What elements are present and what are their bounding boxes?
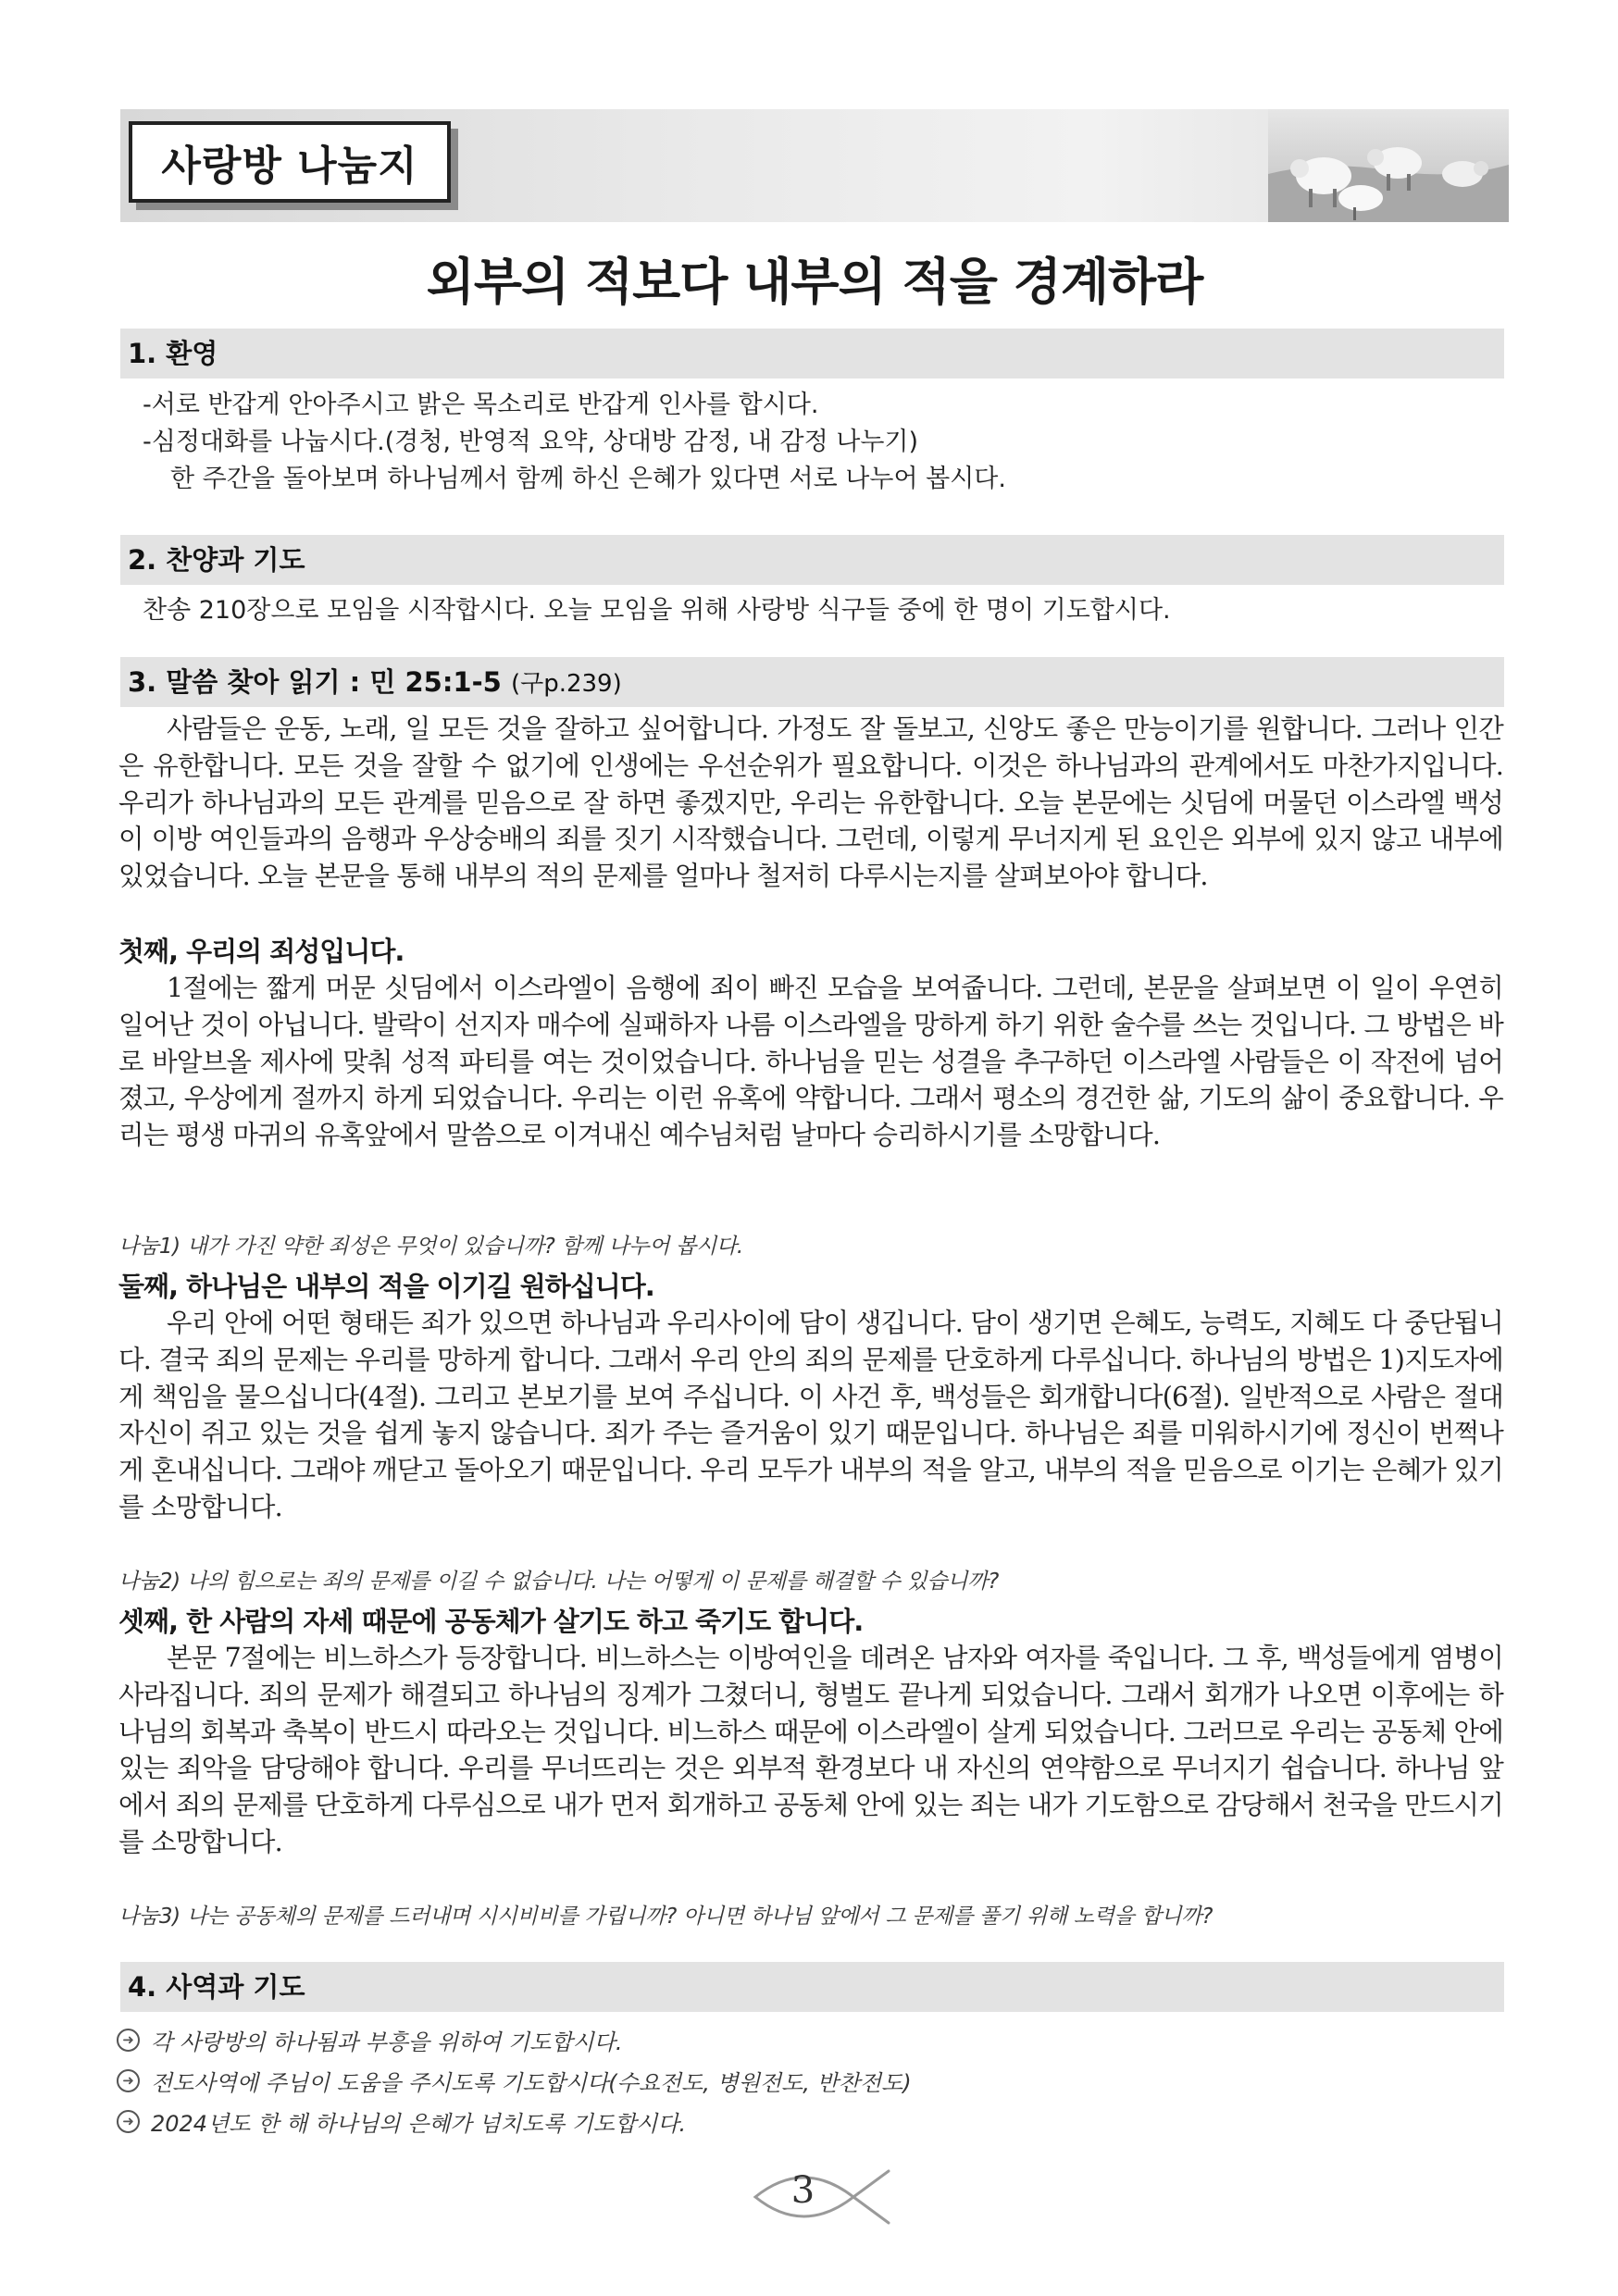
section-welcome-title: 1. 환영 bbox=[128, 338, 218, 369]
welcome-line-1: -서로 반갑게 안아주시고 밝은 목소리로 반갑게 인사를 합시다. bbox=[143, 391, 819, 419]
point3-title: 셋째, 한 사람의 자세 때문에 공동체가 살기도 하고 죽기도 합니다. bbox=[118, 1606, 864, 1637]
section-ministry-title: 4. 사역과 기도 bbox=[128, 1971, 305, 2003]
point1-title: 첫째, 우리의 죄성입니다. bbox=[118, 936, 404, 967]
page-title: 외부의 적보다 내부의 적을 경계하라 bbox=[426, 253, 1203, 311]
header-label: 사랑방 나눔지 bbox=[161, 143, 418, 190]
point2-paragraph: 우리 안에 어떤 형태든 죄가 있으면 하나님과 우리사이에 담이 생깁니다. 담이 생기면 은혜도, 능력도, 지혜도 다 중단됩니다. 결국 죄의 문제는 우리를 망하게 합니다. 그래서 우리 안의 죄의 문제를 단호하게 다루십니다. 하나님의 방법은 1)지도자에게 책임을 물으십니다(4절). 그리고 본보기를 보여 주십니다. 이 사건 후, 백성들은 회개합니다(6절). 일반적으로 사람은 절대 자신이 쥐고 있는 것을 쉽게 놓지 않습니다. 죄가 주는 즐거움이 있기 때문입니다. 하나님은 죄를 미워하시기에 정신이 번쩍나게 혼내십니다. 그래야 깨닫고 돌아오기 때문입니다. 우리 모두가 내부의 적을 알고, 내부의 적을 믿음으로 이기는 은혜가 있기를 소망합니다. bbox=[118, 1308, 1503, 1522]
section-welcome-heading bbox=[120, 329, 1504, 379]
welcome-line-3: 한 주간을 돌아보며 하나님께서 함께 하신 은혜가 있다면 서로 나누어 봅시다. bbox=[170, 465, 1006, 493]
arrow-circle-icon: ➜ bbox=[117, 2069, 140, 2092]
welcome-line-2: -심정대화를 나눕시다.(경청, 반영적 요약, 상대방 감정, 내 감정 나누기) bbox=[143, 428, 919, 456]
point2-discussion-note: 나눔2) 나의 힘으로는 죄의 문제를 이길 수 없습니다. 나는 어떻게 이 문제를 해결할 수 있습니까? bbox=[118, 1570, 1000, 1594]
point2-title: 둘째, 하나님은 내부의 적을 이기길 원하십니다. bbox=[118, 1271, 654, 1302]
section-word-ref: (구p.239) bbox=[510, 670, 622, 698]
point3-discussion-note: 나눔3) 나는 공동체의 문제를 드러내며 시시비비를 가립니까? 아니면 하나님 앞에서 그 문제를 풀기 위해 노력을 합니까? bbox=[118, 1905, 1214, 1929]
ministry-item-text: 전도사역에 주님이 도움을 주시도록 기도합시다(수요전도, 병원전도, 반찬전도) bbox=[151, 2069, 912, 2096]
word-intro-paragraph: 사람들은 운동, 노래, 일 모든 것을 잘하고 싶어합니다. 가정도 잘 돌보고, 신앙도 좋은 만능이기를 원합니다. 그러나 인간은 유한합니다. 모든 것을 잘할 수 없기에 인생에는 우선순위가 필요합니다. 이것은 하나님과의 관계에서도 마찬가지입니다. 우리가 하나님과의 모든 관계를 믿음으로 잘 하면 좋겠지만, 우리는 유한합니다. 오늘 본문에는 싯딤에 머물던 이스라엘 백성이 이방 여인들과의 음행과 우상숭배의 죄를 짓기 시작했습니다. 그런데, 이렇게 무너지게 된 요인은 외부에 있지 않고 내부에 있었습니다. 오늘 본문을 통해 내부의 적의 문제를 얼마나 철저히 다루시는지를 살펴보아야 합니다. bbox=[118, 714, 1503, 892]
ministry-item bbox=[117, 2023, 1505, 2056]
point1-paragraph: 1절에는 짧게 머문 싯딤에서 이스라엘이 음행에 죄이 빠진 모습을 보여줍니다. 그런데, 본문을 살펴보면 이 일이 우연히 일어난 것이 아닙니다. 발락이 선지자 매수에 실패하자 나름 이스라엘을 망하게 하기 위한 술수를 쓰는 것입니다. 그 방법은 바로 바알브올 제사에 맞춰 성적 파티를 여는 것이었습니다. 하나님을 믿는 성결을 추구하던 이스라엘 사람들은 이 작전에 넘어졌고, 우상에게 절까지 하게 되었습니다. 우리는 이런 유혹에 약합니다. 그래서 평소의 경건한 삶, 기도의 삶이 중요합니다. 우리는 평생 마귀의 유혹앞에서 말씀으로 이겨내신 예수님처럼 날마다 승리하시기를 소망합니다. bbox=[118, 973, 1503, 1151]
ministry-item bbox=[117, 2104, 1505, 2138]
page-number-badge bbox=[750, 2158, 898, 2236]
page-number: 3 bbox=[790, 2169, 815, 2212]
section-word-title: 3. 말씀 찾아 읽기 : 민 25:1-5 bbox=[128, 666, 502, 698]
section-ministry-heading bbox=[120, 1962, 1504, 2012]
praise-line: 찬송 210장으로 모임을 시작합시다. 오늘 모임을 위해 사랑방 식구들 중에 한 명이 기도합시다. bbox=[143, 596, 1171, 625]
arrow-circle-icon: ➜ bbox=[117, 2029, 140, 2052]
section-praise-heading bbox=[120, 535, 1504, 585]
arrow-circle-icon: ➜ bbox=[117, 2110, 140, 2133]
ministry-item-text: 각 사랑방의 하나됨과 부흥을 위하여 기도합시다. bbox=[151, 2029, 623, 2055]
header-label-box bbox=[129, 121, 451, 203]
point1-discussion-note: 나눔1) 내가 가진 약한 죄성은 무엇이 있습니까? 함께 나누어 봅시다. bbox=[118, 1235, 743, 1259]
ministry-item-text: 2024년도 한 해 하나님의 은혜가 넘치도록 기도합시다. bbox=[151, 2110, 687, 2137]
point3-paragraph: 본문 7절에는 비느하스가 등장합니다. 비느하스는 이방여인을 데려온 남자와 여자를 죽입니다. 그 후, 백성들에게 염병이 사라집니다. 죄의 문제가 해결되고 하나님의 징계가 그쳤더니, 형벌도 끝나게 되었습니다. 그래서 회개가 나오면 이후에는 하나님의 회복과 축복이 반드시 따라오는 것입니다. 비느하스 때문에 이스라엘이 살게 되었습니다. 그러므로 우리는 공동체 안에 있는 죄악을 담당해야 합니다. 우리를 무너뜨리는 것은 외부적 환경보다 내 자신의 연약함으로 무너지기 쉽습니다. 하나님 앞에서 죄의 문제를 단호하게 다루심으로 내가 먼저 회개하고 공동체 안에 있는 죄는 내가 기도함으로 감당해서 천국을 만드시기를 소망합니다. bbox=[118, 1643, 1503, 1857]
ministry-item bbox=[117, 2064, 1505, 2097]
section-word-heading bbox=[120, 657, 1504, 707]
sheep-photo-icon bbox=[1268, 109, 1509, 222]
section-praise-title: 2. 찬양과 기도 bbox=[128, 544, 305, 576]
